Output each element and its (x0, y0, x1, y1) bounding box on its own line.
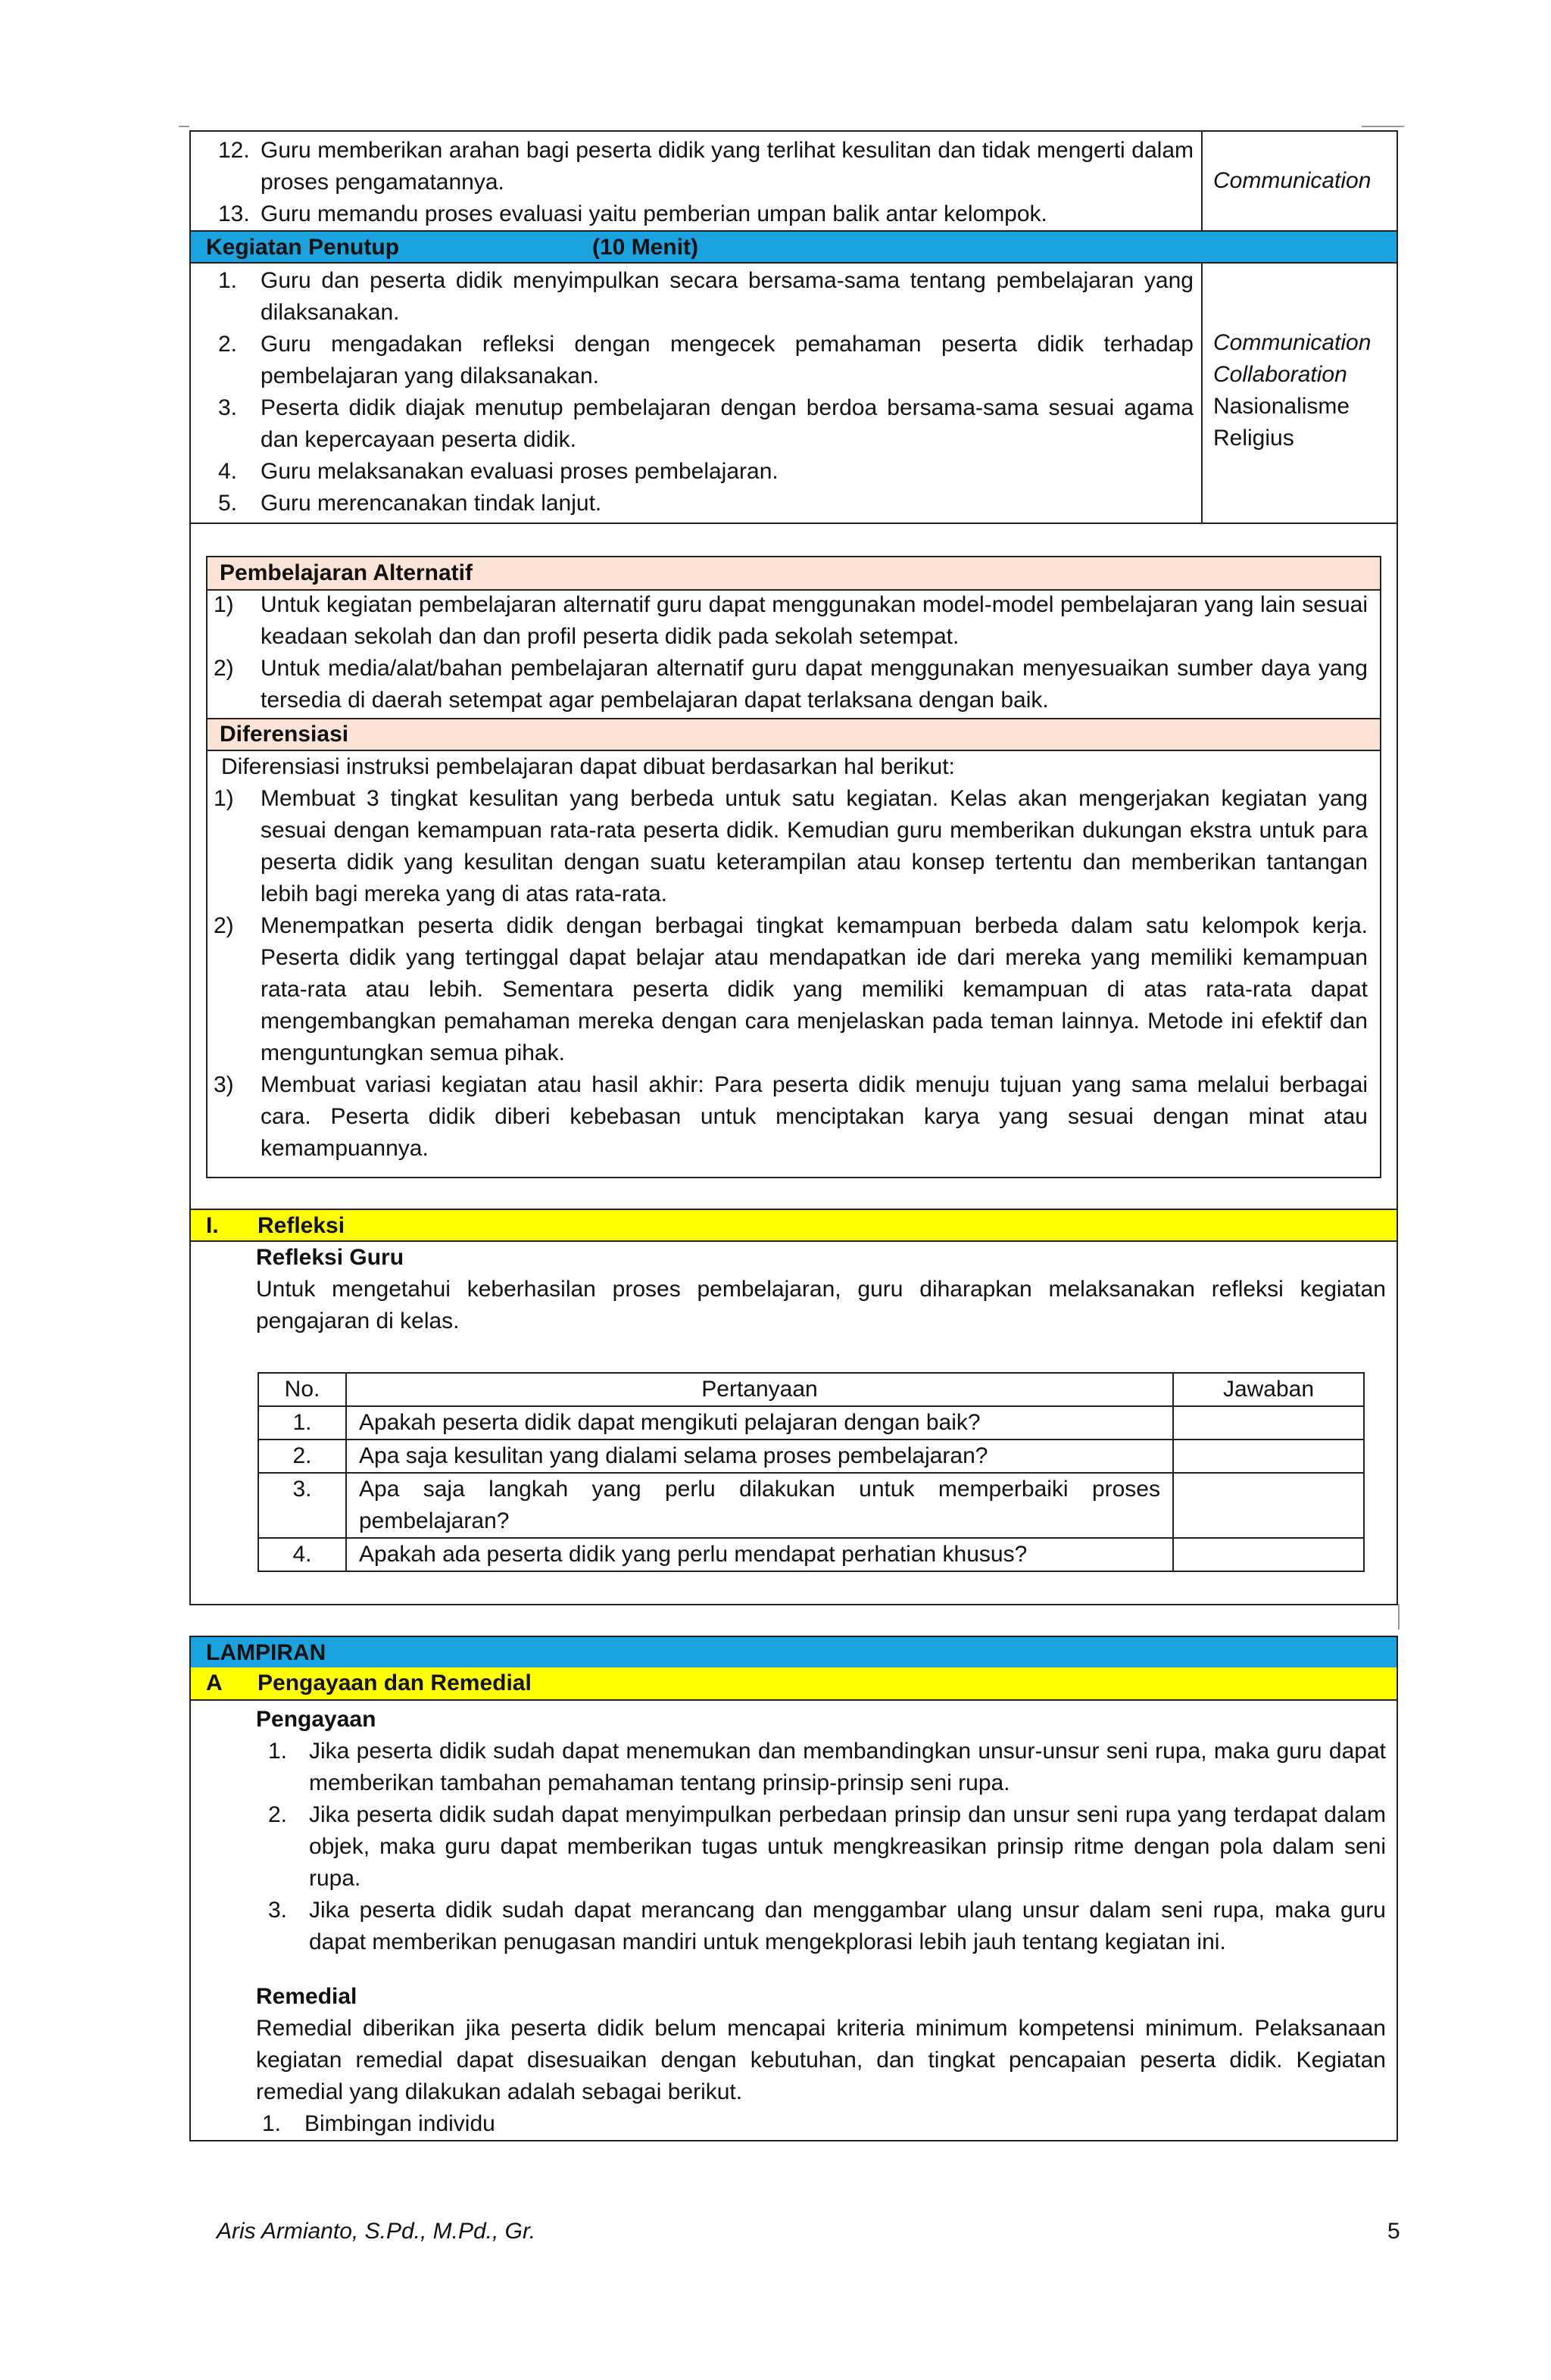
list-item (218, 198, 1194, 230)
alternatif-header (208, 557, 1380, 591)
alternatif-box (206, 556, 1381, 1178)
row-question: Apa saja langkah yang perlu dilakukan untuk memperbaiki proses pembelajaran? (346, 1473, 1173, 1538)
remedial-block (256, 1981, 1386, 2140)
list-item (256, 2108, 1386, 2140)
row-number: 4. (258, 1538, 346, 1571)
skill-label: Collaboration (1213, 362, 1347, 387)
item-number: 2. (218, 332, 238, 357)
pengayaan-block (256, 1704, 1386, 1958)
top-activity-table (189, 130, 1398, 232)
alternatif-list (208, 589, 1380, 716)
item-text: Untuk kegiatan pembelajaran alternatif guru dapat menggunakan model-model pembelajaran yang lain sesuai keadaan sekolah dan dan profil peserta didik pada sekolah setempat. (261, 592, 1368, 649)
item-text: Membuat 3 tingkat kesulitan yang berbeda untuk satu kegiatan. Kelas akan mengerjakan kegiatan yang sesuai dengan kemampuan rata-rata peserta didik. Kemudian guru memberikan dukungan ekstra untuk para peserta didik yang kesulitan dengan suatu keterampilan atau konsep tertentu dan memberikan tantangan lebih bagi mereka yang di atas rata-rata. (261, 786, 1368, 906)
penutup-title: Kegiatan Penutup (206, 235, 400, 260)
row-answer[interactable] (1173, 1473, 1364, 1538)
item-number: 3. (268, 1898, 288, 1923)
table-row (258, 1473, 1364, 1538)
lampiran-title: LAMPIRAN (206, 1640, 326, 1665)
alternatif-title: Pembelajaran Alternatif (220, 560, 473, 585)
item-number: 2) (214, 656, 234, 681)
item-number: 1. (218, 268, 238, 293)
list-item (218, 488, 1194, 519)
row-number: 2. (258, 1440, 346, 1473)
item-text: Membuat variasi kegiatan atau hasil akhir: Para peserta didik menuju tujuan yang sama melalui berbagai cara. Peserta didik diberi kebebasan untuk menciptakan karya yang sesuai dengan minat atau kemampuannya. (261, 1072, 1368, 1161)
item-text: Bimbingan individu (304, 2111, 495, 2136)
diferensiasi-header (208, 718, 1380, 751)
page-number: 5 (1387, 2219, 1400, 2244)
row-question: Apakah ada peserta didik yang perlu mendapat perhatian khusus? (346, 1538, 1173, 1571)
list-item (256, 1736, 1386, 1799)
item-number: 1) (214, 786, 234, 811)
top-activity-steps (191, 132, 1203, 230)
list-item (218, 135, 1194, 198)
list-item (214, 1069, 1368, 1165)
item-text: Guru memandu proses evaluasi yaitu pemberian umpan balik antar kelompok. (261, 201, 1047, 226)
footer-author: Aris Armianto, S.Pd., M.Pd., Gr. (217, 2219, 536, 2244)
item-text: Untuk media/alat/bahan pembelajaran alternatif guru dapat menggunakan menyesuaikan sumber daya yang tersedia di daerah setempat agar pembelajaran dapat terlaksana dengan baik. (261, 656, 1368, 713)
item-text: Guru memberikan arahan bagi peserta didik yang terlihat kesulitan dan tidak mengerti dalam proses pengamatannya. (261, 138, 1194, 195)
crop-mark (1362, 126, 1404, 127)
penutup-duration: (10 Menit) (592, 235, 699, 260)
diferensiasi-list (208, 751, 1380, 1165)
column-header-question: Pertanyaan (346, 1373, 1173, 1406)
refleksi-table (257, 1372, 1365, 1572)
item-text: Peserta didik diajak menutup pembelajaran dengan berdoa bersama-sama sesuai agama dan kepercayaan peserta didik. (261, 395, 1194, 452)
skill-label: Communication (1213, 168, 1372, 193)
item-text: Jika peserta didik sudah dapat menemukan dan membandingkan unsur-unsur seni rupa, maka guru dapat memberikan tambahan pemahaman tentang prinsip-prinsip seni rupa. (309, 1739, 1386, 1795)
penutup-table (189, 262, 1398, 524)
skill-label: Religius (1213, 426, 1294, 451)
refleksi-body (256, 1242, 1386, 1337)
list-item (214, 653, 1368, 716)
item-number: 3) (214, 1072, 234, 1097)
list-item (214, 783, 1368, 910)
item-number: 5. (218, 491, 238, 516)
item-text: Guru mengadakan refleksi dengan mengecek pemahaman peserta didik terhadap pembelajaran yang dilaksanakan. (261, 332, 1194, 388)
row-question: Apa saja kesulitan yang dialami selama proses pembelajaran? (346, 1440, 1173, 1473)
row-answer[interactable] (1173, 1538, 1364, 1571)
row-answer[interactable] (1173, 1406, 1364, 1440)
item-text: Jika peserta didik sudah dapat menyimpulkan perbedaan prinsip dan unsur seni rupa yang terdapat dalam objek, maka guru dapat memberikan tugas untuk mengkreasikan prinsip ritme dengan pola dalam seni rupa. (309, 1802, 1386, 1891)
list-item (218, 392, 1194, 456)
item-number: 1. (268, 1739, 288, 1764)
column-header-no: No. (258, 1373, 346, 1406)
row-answer[interactable] (1173, 1440, 1364, 1473)
list-item (256, 1799, 1386, 1895)
item-number: 1) (214, 592, 234, 617)
refleksi-header (189, 1209, 1398, 1242)
list-item (214, 910, 1368, 1069)
refleksi-letter: I. (206, 1213, 219, 1238)
lampiran-header (189, 1636, 1398, 1669)
section-title: Pengayaan dan Remedial (257, 1670, 532, 1695)
lampiran-section-header (189, 1667, 1398, 1701)
table-row (258, 1440, 1364, 1473)
table-header-row (258, 1373, 1364, 1406)
list-item (218, 265, 1194, 329)
item-number: 2) (214, 913, 234, 938)
list-item (218, 329, 1194, 392)
penutup-steps (191, 264, 1203, 522)
pengayaan-title: Pengayaan (256, 1707, 376, 1732)
item-number: 2. (268, 1802, 288, 1827)
remedial-title: Remedial (256, 1984, 357, 2009)
refleksi-intro: Untuk mengetahui keberhasilan proses pembelajaran, guru diharapkan melaksanakan refleksi kegiatan pengajaran di kelas. (256, 1277, 1386, 1333)
item-number: 13. (218, 201, 250, 226)
list-item (256, 1895, 1386, 1958)
crop-mark (1398, 1604, 1400, 1630)
refleksi-subtitle: Refleksi Guru (256, 1245, 404, 1270)
remedial-text: Remedial diberikan jika peserta didik belum mencapai kriteria minimum kompetensi minimum. Pelaksanaan kegiatan remedial dapat disesuaikan dengan kebutuhan, dan tingkat pencapaian peserta didik. Kegiatan remedial yang dilakukan adalah sebagai berikut. (256, 2016, 1386, 2104)
item-number: 3. (218, 395, 238, 420)
refleksi-title: Refleksi (257, 1213, 345, 1238)
table-row (258, 1538, 1364, 1571)
diferensiasi-title: Diferensiasi (220, 722, 349, 747)
list-item (218, 456, 1194, 488)
table-row (258, 1406, 1364, 1440)
skill-label: Communication (1213, 330, 1372, 355)
item-text: Guru melaksanakan evaluasi proses pembelajaran. (261, 459, 779, 484)
item-number: 12. (218, 138, 250, 163)
skill-label: Nasionalisme (1213, 394, 1350, 419)
row-number: 1. (258, 1406, 346, 1440)
row-question: Apakah peserta didik dapat mengikuti pelajaran dengan baik? (346, 1406, 1173, 1440)
item-number: 1. (262, 2111, 282, 2136)
item-text: Guru dan peserta didik menyimpulkan secara bersama-sama tentang pembelajaran yang dilaksanakan. (261, 268, 1194, 325)
item-text: Menempatkan peserta didik dengan berbagai tingkat kemampuan berbeda dalam satu kelompok kerja. Peserta didik yang tertinggal dapat belajar atau mendapatkan ide dari mereka yang memiliki kemampuan rata-rata atau lebih. Sementara peserta didik yang memiliki kemampuan di atas rata-rata dapat mengembangkan pemahaman mereka dengan cara menjelaskan pada teman lainnya. Metode ini efektif dan menguntungkan semua pihak. (261, 913, 1368, 1065)
item-text: Jika peserta didik sudah dapat merancang dan menggambar ulang unsur dalam seni rupa, maka guru dapat memberikan penugasan mandiri untuk mengekplorasi lebih jauh tentang kegiatan ini. (309, 1898, 1386, 1954)
list-item (214, 589, 1368, 653)
item-text: Guru merencanakan tindak lanjut. (261, 491, 602, 516)
item-number: 4. (218, 459, 238, 484)
diferensiasi-intro: Diferensiasi instruksi pembelajaran dapat dibuat berdasarkan hal berikut: (221, 754, 955, 779)
section-letter: A (206, 1670, 223, 1695)
row-number: 3. (258, 1473, 346, 1538)
column-header-answer: Jawaban (1173, 1373, 1364, 1406)
penutup-skills (1213, 327, 1371, 454)
crop-mark (179, 126, 189, 127)
penutup-header (189, 230, 1398, 264)
